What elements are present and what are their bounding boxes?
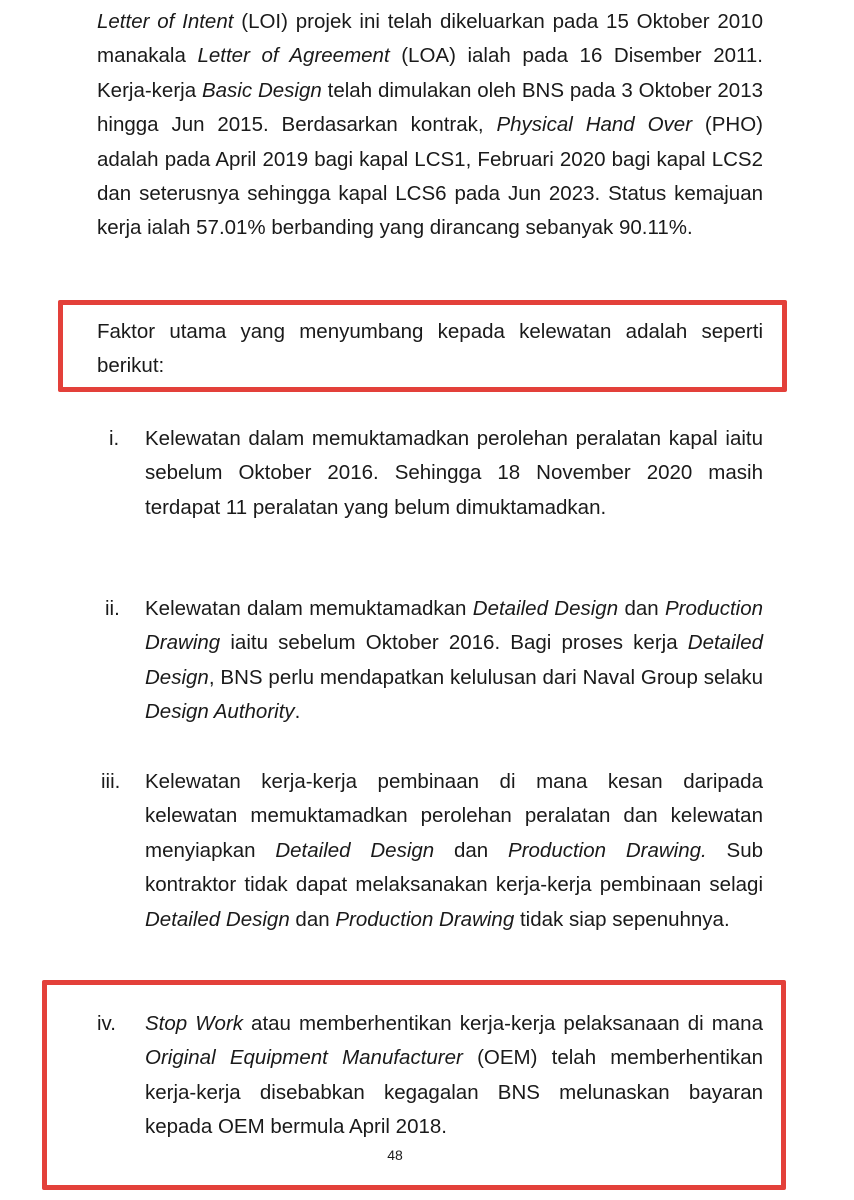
item-3-term-detailed-design: Detailed Design [275, 838, 435, 862]
item-4-term-stop-work: Stop Work [145, 1012, 244, 1035]
item-3-text-1: Kelewatan kerja-kerja pembinaan di mana kesan daripada kelewatan memuktamadkan perolehan peralatan dan kelewatan menyiapkan [145, 770, 763, 862]
item-3-text-3: Sub kontraktor tidak dapat melaksanakan kerja-kerja pembinaan selagi [145, 838, 763, 897]
item-3-term-detailed-design-2: Detailed Design [145, 907, 290, 931]
item-4-text-1: atau memberhentikan kerja-kerja pelaksanaan di mana [243, 1012, 763, 1035]
item-2-text-3: iaitu sebelum Oktober 2016. Bagi proses kerja [220, 631, 688, 655]
item-2-term-detailed-design-2: Detailed Design [145, 631, 763, 689]
list-item-text [145, 592, 763, 730]
item-2-text-1: Kelewatan dalam memuktamadkan [145, 597, 473, 620]
list-item-number: iii. [101, 770, 121, 793]
intro-term-loi: Letter of Intent [97, 10, 234, 33]
intro-term-pho: Physical Hand Over [496, 113, 693, 137]
list-item-text [145, 422, 763, 525]
item-3-term-production-drawing: Production Drawing. [508, 838, 707, 862]
intro-text-4: (PHO) adalah pada April 2019 bagi kapal LCS1, Februari 2020 bagi kapal LCS2 dan seterusnya sehingga kapal LCS6 pada Jun 2023. Status kemajuan kerja ialah 57.01% berbanding yang dirancang sebanyak 90.11%. [97, 113, 763, 240]
list-item-i [97, 422, 763, 525]
item-2-term-design-authority: Design Authority [145, 700, 295, 724]
page-number: 48 [387, 1147, 403, 1163]
intro-text-1: (LOI) projek ini telah dikeluarkan pada 15 Oktober 2010 manakala [97, 10, 764, 68]
item-4-text-2: (OEM) telah memberhentikan kerja-kerja disebabkan kegagalan BNS melunaskan bayaran kepada OEM bermula April 2018. [145, 1046, 763, 1139]
list-item-iii [97, 765, 763, 937]
item-2-text-2: dan [618, 597, 665, 620]
intro-paragraph [97, 5, 763, 246]
list-item-number: ii. [105, 597, 120, 620]
intro-text-3: telah dimulakan oleh BNS pada 3 Oktober 2013 hingga Jun 2015. Berdasarkan kontrak, [97, 78, 764, 137]
item-3-text-5: tidak siap sepenuhnya. [514, 907, 730, 931]
item-3-text-2: dan [434, 838, 509, 862]
list-item-ii [97, 592, 763, 730]
item-1-text: Kelewatan dalam memuktamadkan perolehan peralatan kapal iaitu sebelum Oktober 2016. Sehingga 18 November 2020 masih terdapat 11 peralatan yang belum dimuktamadkan. [145, 427, 763, 519]
item-2-text-4: , BNS perlu mendapatkan kelulusan dari Naval Group selaku [208, 665, 763, 689]
intro-text-2: (LOA) ialah pada 16 Disember 2011. Kerja-kerja [97, 44, 763, 102]
item-2-term-detailed-design: Detailed Design [472, 597, 619, 620]
item-3-term-production-drawing-2: Production Drawing [335, 907, 515, 931]
list-item-number: i. [109, 427, 120, 450]
list-item-text [145, 1007, 763, 1145]
list-item-text [145, 765, 763, 937]
faktor-heading: Faktor utama yang menyumbang kepada kelewatan adalah seperti berikut: [97, 320, 763, 378]
item-3-text-4: dan [289, 907, 336, 931]
list-item-number: iv. [97, 1012, 116, 1035]
list-item-iv [97, 1007, 763, 1145]
intro-term-basic-design: Basic Design [201, 78, 322, 102]
item-2-text-5: . [294, 700, 301, 724]
intro-term-loa: Letter of Agreement [197, 44, 390, 68]
item-2-term-production-drawing: Production Drawing [145, 597, 763, 655]
item-4-term-oem: Original Equipment Manufacturer [145, 1046, 463, 1070]
